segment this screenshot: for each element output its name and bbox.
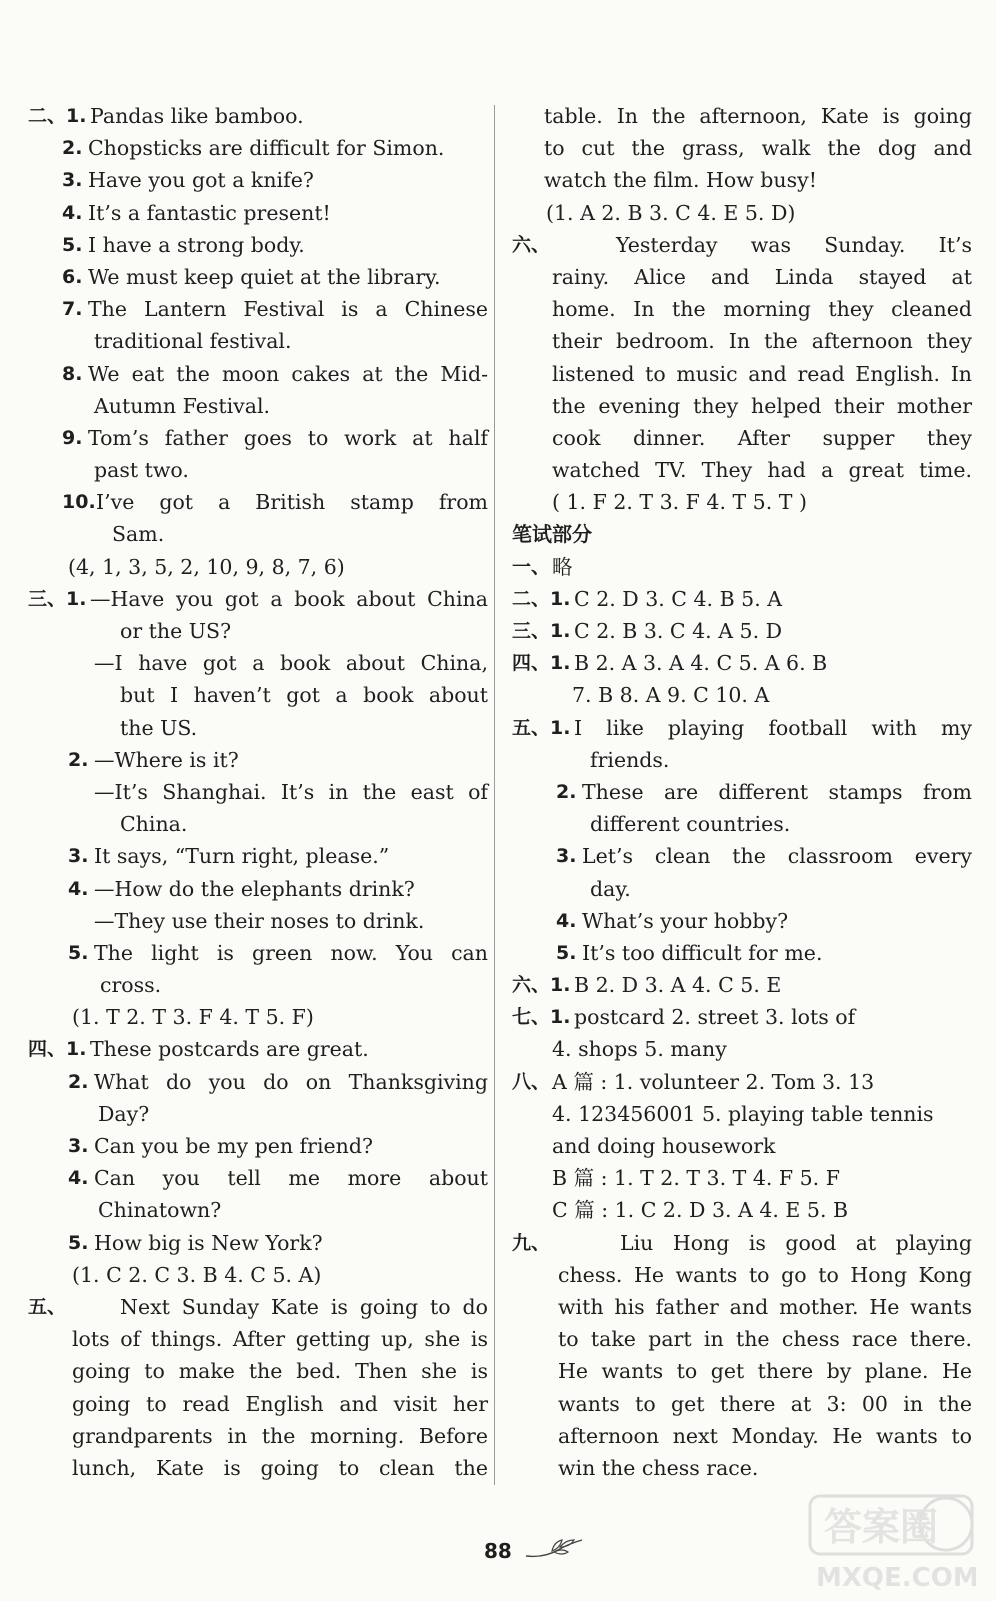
answer-line — [28, 1227, 488, 1259]
item-number: 三、1. — [512, 620, 571, 642]
answer-line — [512, 1259, 972, 1291]
answer-line — [512, 1162, 972, 1194]
answer-line — [28, 1033, 488, 1065]
answer-text: the US. — [120, 715, 198, 740]
answer-text: C 2. D 3. C 4. B 5. A — [574, 586, 783, 611]
item-number: 3. — [68, 845, 89, 868]
item-number: 4. — [556, 909, 577, 932]
answer-line — [28, 164, 488, 196]
answer-line — [512, 1323, 972, 1355]
answer-text: B 篇 : 1. T 2. T 3. T 4. F 5. F — [552, 1166, 840, 1191]
answer-line — [28, 873, 488, 905]
item-number: 2. — [68, 1070, 89, 1093]
answer-text: We eat the moon cakes at the Mid- — [88, 361, 488, 386]
answer-text: postcard 2. street 3. lots of — [574, 1005, 856, 1030]
answer-line — [28, 969, 488, 1001]
item-number: 2. — [62, 137, 83, 160]
answer-text: friends. — [590, 747, 670, 772]
watermark-graphic — [806, 1488, 976, 1596]
answer-text: afternoon next Monday. He wants to — [558, 1423, 972, 1448]
answer-text: —How do the elephants drink? — [94, 876, 415, 901]
answer-line — [28, 840, 488, 872]
answer-line — [28, 937, 488, 969]
answer-text: C 篇 : 1. C 2. D 3. A 4. E 5. B — [552, 1198, 849, 1223]
item-number: 二、1. — [512, 587, 571, 610]
answer-line — [512, 905, 972, 937]
answer-text: traditional festival. — [94, 329, 292, 354]
answer-text: win the chess race. — [558, 1455, 759, 1480]
answer-line — [28, 229, 488, 261]
answer-line — [512, 1130, 972, 1162]
item-number: 4. — [62, 201, 83, 224]
answer-line — [28, 1098, 488, 1130]
item-number: 五、1. — [512, 716, 571, 739]
item-number: 四、1. — [512, 652, 571, 675]
answer-line — [28, 1388, 488, 1420]
answer-line — [28, 776, 488, 808]
answer-line — [28, 293, 488, 325]
answer-text: Chinatown? — [98, 1198, 222, 1223]
answer-line — [512, 583, 972, 615]
answer-line — [512, 1098, 972, 1130]
answer-text: The Lantern Festival is a Chinese — [88, 297, 488, 322]
answer-text: 7. B 8. A 9. C 10. A — [572, 683, 770, 708]
answer-text: (4, 1, 3, 5, 2, 10, 9, 8, 7, 6) — [68, 554, 345, 579]
answer-text: Sam. — [112, 522, 165, 547]
item-number: 三、1. — [28, 587, 87, 610]
answer-line — [512, 1033, 972, 1065]
answer-text: day. — [590, 876, 631, 901]
answer-text: A 篇 : 1. volunteer 2. Tom 3. 13 — [552, 1069, 875, 1094]
answer-text: Let’s clean the classroom every — [582, 844, 972, 869]
answer-text: (1. T 2. T 3. F 4. T 5. F) — [72, 1005, 314, 1030]
answer-text: watched TV. They had a great time. — [552, 458, 972, 483]
answer-line — [512, 1355, 972, 1387]
answer-line — [28, 1130, 488, 1162]
answer-line — [512, 873, 972, 905]
item-number: 4. — [68, 1167, 89, 1190]
answer-line — [512, 1194, 972, 1226]
section-heading: 笔试部分 — [512, 522, 592, 547]
answer-line — [28, 1323, 488, 1355]
answer-text: Can you tell me more about — [94, 1166, 488, 1191]
watermark-top-text: 答案圈 — [824, 1505, 939, 1549]
answer-text: Liu Hong is good at playing — [620, 1230, 972, 1255]
answer-text: going to read English and visit her — [72, 1391, 488, 1416]
answer-text: 略 — [552, 554, 573, 579]
answer-line — [28, 647, 488, 679]
answer-line — [28, 1194, 488, 1226]
answer-text: I’ve got a British stamp from — [96, 490, 488, 515]
answer-line — [512, 390, 972, 422]
answer-text: with his father and mother. He wants — [558, 1294, 972, 1319]
answer-text: going to make the bed. Then she is — [72, 1359, 488, 1384]
answer-text: Yesterday was Sunday. It’s — [616, 232, 972, 257]
answer-line — [512, 1001, 972, 1033]
answer-line — [28, 261, 488, 293]
item-number: 5. — [62, 233, 83, 256]
answer-line — [512, 518, 972, 550]
answer-text: He wants to get there by plane. He — [558, 1359, 972, 1384]
right-column — [512, 100, 972, 1484]
answer-text: different countries. — [590, 812, 791, 837]
answer-text: watch the film. How busy! — [544, 168, 817, 193]
answer-line — [512, 422, 972, 454]
answer-text: Pandas like bamboo. — [90, 104, 304, 128]
item-number: 八、 — [512, 1070, 551, 1093]
answer-text: Autumn Festival. — [94, 393, 271, 418]
answer-line — [28, 1420, 488, 1452]
answer-text: We must keep quiet at the library. — [88, 264, 441, 289]
answer-line — [28, 358, 488, 390]
item-number: 二、1. — [28, 105, 87, 127]
answer-text: cross. — [100, 973, 162, 998]
answer-line — [512, 486, 972, 518]
item-number: 五、 — [28, 1295, 67, 1318]
answer-text: or the US? — [120, 619, 232, 643]
answer-text: to cut the grass, walk the dog and — [544, 136, 972, 161]
item-number: 5. — [556, 941, 577, 964]
answer-text: These are different stamps from — [582, 779, 972, 804]
item-number: 7. — [62, 298, 83, 321]
answer-line — [28, 1452, 488, 1484]
answer-text: (1. C 2. C 3. B 4. C 5. A) — [72, 1262, 322, 1287]
answer-line — [512, 776, 972, 808]
answer-line — [512, 615, 972, 647]
item-number: 四、1. — [28, 1038, 87, 1061]
answer-line — [28, 1259, 488, 1291]
answer-text: C 2. B 3. C 4. A 5. D — [574, 619, 783, 643]
answer-line — [512, 647, 972, 679]
item-number: 4. — [68, 877, 89, 900]
answer-text: 4. shops 5. many — [552, 1037, 727, 1062]
answer-text: but I haven’t got a book about — [120, 683, 488, 708]
item-number: 2. — [68, 748, 89, 771]
answer-text: chess. He wants to go to Hong Kong — [558, 1262, 972, 1287]
answer-line — [512, 1388, 972, 1420]
item-number: 3. — [556, 845, 577, 868]
answer-text: cook dinner. After supper they — [552, 425, 972, 450]
answer-line — [28, 1291, 488, 1323]
answer-text: It’s a fantastic present! — [88, 200, 331, 225]
answer-line — [28, 390, 488, 422]
answer-text: listened to music and read English. In — [552, 361, 972, 386]
answer-text: These postcards are great. — [90, 1037, 369, 1062]
item-number: 六、 — [512, 233, 551, 256]
item-number: 5. — [68, 941, 89, 964]
leaf-ornament-icon — [524, 1536, 584, 1564]
answer-text: The light is green now. You can — [94, 940, 488, 965]
item-number: 九、 — [512, 1231, 551, 1254]
answer-line — [512, 1227, 972, 1259]
answer-text: and doing housework — [552, 1134, 776, 1158]
answer-line — [512, 454, 972, 486]
answer-text: What’s your hobby? — [582, 908, 789, 933]
answer-text: grandparents in the morning. Before — [72, 1423, 488, 1448]
answer-line — [512, 358, 972, 390]
answer-line — [28, 454, 488, 486]
answer-line — [512, 197, 972, 229]
answer-line — [512, 551, 972, 583]
answer-line — [512, 840, 972, 872]
answer-text: Chopsticks are difficult for Simon. — [88, 136, 445, 161]
answer-text: Can you be my pen friend? — [94, 1134, 373, 1158]
item-number: 一、 — [512, 555, 551, 578]
answer-text: Have you got a knife? — [88, 168, 314, 193]
answer-line — [28, 1066, 488, 1098]
answer-line — [512, 325, 972, 357]
answer-line — [28, 615, 488, 647]
answer-text: China. — [120, 812, 188, 837]
answer-text: ( 1. F 2. T 3. F 4. T 5. T ) — [552, 490, 807, 515]
answer-line — [28, 551, 488, 583]
answer-text: B 2. D 3. A 4. C 5. E — [574, 973, 782, 998]
answer-line — [28, 422, 488, 454]
item-number: 3. — [62, 169, 83, 192]
answer-line — [28, 583, 488, 615]
page-number: 88 — [484, 1539, 512, 1563]
answer-text: rainy. Alice and Linda stayed at — [552, 264, 972, 289]
answer-line — [28, 486, 488, 518]
answer-line — [512, 712, 972, 744]
answer-text: It says, “Turn right, please.” — [94, 844, 390, 869]
answer-text: It’s too difficult for me. — [582, 940, 823, 965]
answer-text: their bedroom. In the afternoon they — [552, 329, 972, 354]
item-number: 8. — [62, 362, 83, 385]
answer-line — [512, 744, 972, 776]
answer-line — [28, 712, 488, 744]
answer-line — [28, 1162, 488, 1194]
item-number: 七、1. — [512, 1006, 571, 1029]
answer-line — [512, 1066, 972, 1098]
answer-text: Next Sunday Kate is going to do — [120, 1294, 488, 1319]
answer-text: wants to get there at 3: 00 in the — [558, 1391, 972, 1416]
answer-text: I like playing football with my — [574, 715, 972, 740]
answer-line — [28, 325, 488, 357]
answer-text: I have a strong body. — [88, 232, 305, 257]
answer-line — [512, 164, 972, 196]
answer-text: Tom’s father goes to work at half — [88, 425, 488, 450]
answer-line — [512, 808, 972, 840]
answer-text: What do you do on Thanksgiving — [94, 1069, 488, 1094]
answer-text: past two. — [94, 458, 189, 483]
answer-line — [28, 808, 488, 840]
watermark-logo — [806, 1488, 976, 1596]
answer-line — [28, 679, 488, 711]
answer-line — [512, 969, 972, 1001]
answer-text: Day? — [98, 1101, 150, 1126]
answer-line — [512, 1452, 972, 1484]
answer-line — [28, 518, 488, 550]
answer-text: How big is New York? — [94, 1230, 323, 1255]
item-number: 3. — [68, 1135, 89, 1157]
answer-line — [512, 1291, 972, 1323]
answer-text: —They use their noses to drink. — [94, 908, 425, 933]
answer-line — [28, 744, 488, 776]
answer-line — [512, 679, 972, 711]
answer-line — [28, 1001, 488, 1033]
answer-line — [512, 100, 972, 132]
answer-line — [512, 937, 972, 969]
answer-text: table. In the afternoon, Kate is going — [544, 104, 972, 128]
answer-text: lunch, Kate is going to clean the — [72, 1455, 488, 1480]
answer-text: —It’s Shanghai. It’s in the east of — [94, 779, 488, 804]
answer-text: to take part in the chess race there. — [558, 1327, 972, 1352]
item-number: 9. — [62, 426, 83, 449]
answer-text: the evening they helped their mother — [552, 393, 972, 418]
item-number: 5. — [68, 1231, 89, 1254]
answer-text: —I have got a book about China, — [94, 651, 488, 676]
item-number: 10. — [62, 491, 96, 514]
item-number: 六、1. — [512, 974, 571, 997]
answer-line — [512, 132, 972, 164]
answer-text: lots of things. After getting up, she is — [72, 1327, 488, 1352]
item-number: 2. — [556, 780, 577, 803]
answer-line — [28, 1355, 488, 1387]
answer-text: 4. 123456001 5. playing table tennis — [552, 1101, 934, 1126]
answer-line — [512, 261, 972, 293]
answer-line — [28, 197, 488, 229]
answer-line — [28, 905, 488, 937]
watermark-bottom-text: MXQE.COM — [816, 1563, 976, 1593]
answer-line — [512, 293, 972, 325]
answer-line — [512, 1420, 972, 1452]
column-divider — [494, 105, 495, 1485]
answer-line — [28, 100, 488, 132]
answer-line — [512, 229, 972, 261]
answer-line — [28, 132, 488, 164]
answer-text: (1. A 2. B 3. C 4. E 5. D) — [546, 200, 796, 225]
left-column — [28, 100, 488, 1484]
answer-text: home. In the morning they cleaned — [552, 297, 972, 322]
answer-text: B 2. A 3. A 4. C 5. A 6. B — [574, 651, 828, 676]
answer-text: —Have you got a book about China — [90, 586, 488, 611]
answer-text: —Where is it? — [94, 747, 239, 772]
item-number: 6. — [62, 265, 83, 288]
